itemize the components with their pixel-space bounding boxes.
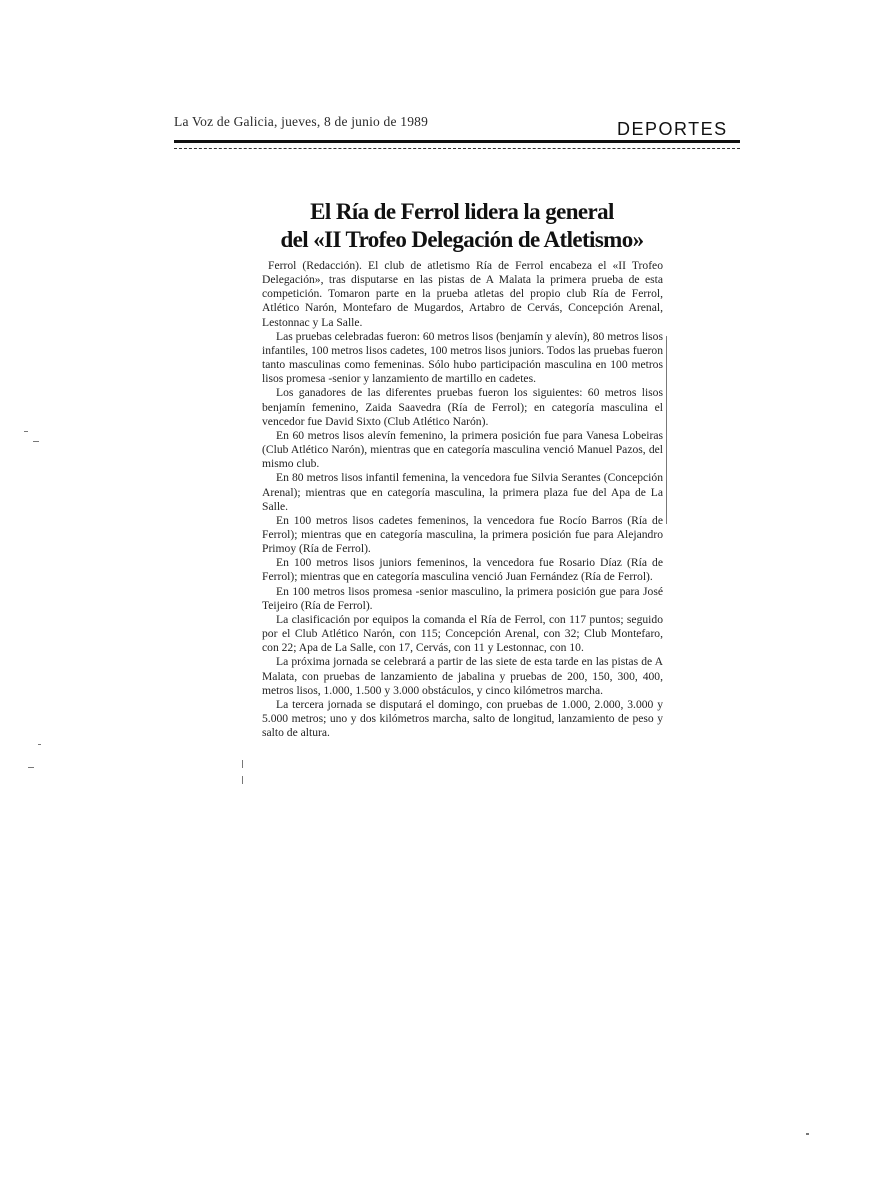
article-paragraph: Los ganadores de las diferentes pruebas fueron los siguientes: 60 metros lisos benjamín femenino, Zaida Saavedra (Ría de Ferrol); en categoría masculina el vencedor fue David Sixto (Club Atlético Narón). bbox=[262, 386, 663, 428]
scan-speck bbox=[242, 760, 243, 768]
article-paragraph: Las pruebas celebradas fueron: 60 metros lisos (benjamín y alevín), 80 metros lisos infantiles, 100 metros lisos cadetes, 100 metros lisos juniors. Todos las pruebas fueron tanto masculinas como femeninas. Sólo hubo participación masculina en 100 metros lisos promesa -senior y lanzamiento de martillo en cadetes. bbox=[262, 329, 663, 386]
header-rule-thin bbox=[174, 148, 740, 149]
article-paragraph: En 100 metros lisos juniors femeninos, la vencedora fue Rosario Díaz (Ría de Ferrol); mientras que en categoría masculina venció Juan Fernández (Ría de Ferrol). bbox=[262, 556, 663, 584]
scan-speck bbox=[38, 744, 41, 745]
scan-speck bbox=[28, 767, 34, 768]
article-title-line-1: El Ría de Ferrol lidera la general bbox=[310, 199, 614, 224]
scan-speck bbox=[806, 1133, 809, 1135]
header-rule-thick bbox=[174, 140, 740, 143]
article-title bbox=[262, 198, 662, 254]
article-paragraph: Ferrol (Redacción). El club de atletismo Ría de Ferrol encabeza el «II Trofeo Delegación», tras disputarse en las pistas de A Malata la primera prueba de esta competición. Tomaron parte en la prueba atletas del propio club Ría de Ferrol, Atlético Narón, Montefaro de Mugardos, Artabro de Cervás, Concepción Arenal, Lestonnac y La Salle. bbox=[262, 259, 663, 329]
publication-date-line: La Voz de Galicia, jueves, 8 de junio de 1989 bbox=[174, 114, 429, 129]
article-title-line-2: del «II Trofeo Delegación de Atletismo» bbox=[280, 227, 644, 252]
scan-speck bbox=[33, 441, 39, 442]
scan-speck bbox=[242, 776, 243, 784]
article-body bbox=[262, 259, 663, 740]
article-paragraph: En 60 metros lisos alevín femenino, la primera posición fue para Vanesa Lobeiras (Club Atlético Narón), mientras que en categoría masculina venció Manuel Pazos, del mismo club. bbox=[262, 428, 663, 471]
article-paragraph: La próxima jornada se celebrará a partir de las siete de esta tarde en las pistas de A Malata, con pruebas de lanzamiento de jabalina y pruebas de 200, 150, 300, 400, metros lisos, 1.000, 1.500 y 3.000 obstáculos, y cinco kilómetros marcha. bbox=[262, 655, 663, 697]
scan-margin-line bbox=[666, 336, 667, 524]
article-paragraph: En 80 metros lisos infantil femenina, la vencedora fue Silvia Serantes (Concepción Arenal); mientras que en categoría masculina, la primera plaza fue del Apa de La Salle. bbox=[262, 471, 663, 513]
article-paragraph: La clasificación por equipos la comanda el Ría de Ferrol, con 117 puntos; seguido por el Club Atlético Narón, con 115; Concepción Arenal, con 32; Club Montefaro, con 22; Apa de La Salle, con 17, Cervás, con 11 y Lestonnac, con 10. bbox=[262, 612, 663, 655]
scan-speck bbox=[24, 431, 28, 432]
article-paragraph: La tercera jornada se disputará el domingo, con pruebas de 1.000, 2.000, 3.000 y 5.000 metros; uno y dos kilómetros marcha, salto de longitud, lanzamiento de peso y salto de altura. bbox=[262, 697, 663, 740]
section-name: DEPORTES bbox=[617, 119, 728, 139]
article-paragraph: En 100 metros lisos promesa -senior masculino, la primera posición gue para José Teijeiro (Ría de Ferrol). bbox=[262, 584, 663, 612]
article-paragraph: En 100 metros lisos cadetes femeninos, la vencedora fue Rocío Barros (Ría de Ferrol); mientras que en categoría masculina, la primera posición fue para Alejandro Primoy (Ría de Ferrol). bbox=[262, 513, 663, 556]
